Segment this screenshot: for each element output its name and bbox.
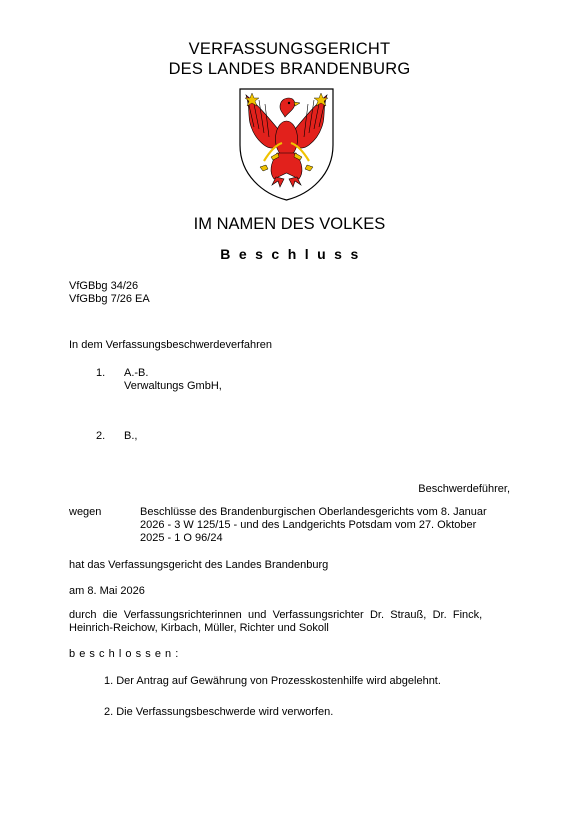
ruling-2: 2. Die Verfassungsbeschwerde wird verworfen. <box>104 706 334 718</box>
court-statement: hat das Verfassungsgericht des Landes Brandenburg <box>69 559 329 571</box>
regarding-line-1: Beschlüsse des Brandenburgischen Oberlandesgerichts vom 8. Januar <box>140 506 487 518</box>
decision-date: am 8. Mai 2026 <box>69 585 145 597</box>
proceedings-intro: In dem Verfassungsbeschwerdeverfahren <box>69 339 273 351</box>
heading-im-namen-des-volkes: IM NAMEN DES VOLKES <box>193 215 386 233</box>
party-role: Beschwerdeführer, <box>418 483 510 495</box>
party-2-name: B., <box>124 430 138 442</box>
party-1-number: 1. <box>96 367 106 379</box>
party-1-name-line-1: A.-B. <box>124 367 149 379</box>
judges-line-1: durch die Verfassungsrichterinnen und Verfassungsrichter Dr. Strauß, Dr. Finck, <box>69 609 483 621</box>
judges-line-2: Heinrich-Reichow, Kirbach, Müller, Richter und Sokoll <box>69 622 329 634</box>
brandenburg-eagle-coat-of-arms-icon <box>238 87 335 202</box>
ruling-1: 1. Der Antrag auf Gewährung von Prozesskostenhilfe wird abgelehnt. <box>104 675 441 687</box>
case-number-1: VfGBbg 34/26 <box>69 280 139 292</box>
regarding-line-3: 2025 - 1 O 96/24 <box>140 532 223 544</box>
regarding-line-2: 2026 - 3 W 125/15 - und des Landgerichts Potsdam vom 27. Oktober <box>140 519 477 531</box>
party-2-number: 2. <box>96 430 106 442</box>
court-name-line-1: VERFASSUNGSGERICHT <box>188 40 391 58</box>
document-type-title: Beschluss <box>220 246 367 262</box>
regarding-label: wegen <box>69 506 102 518</box>
case-number-2: VfGBbg 7/26 EA <box>69 293 150 305</box>
party-1-name-line-2: Verwaltungs GmbH, <box>124 380 222 392</box>
decided-label: beschlossen: <box>69 648 183 660</box>
court-name-line-2: DES LANDES BRANDENBURG <box>168 60 411 78</box>
